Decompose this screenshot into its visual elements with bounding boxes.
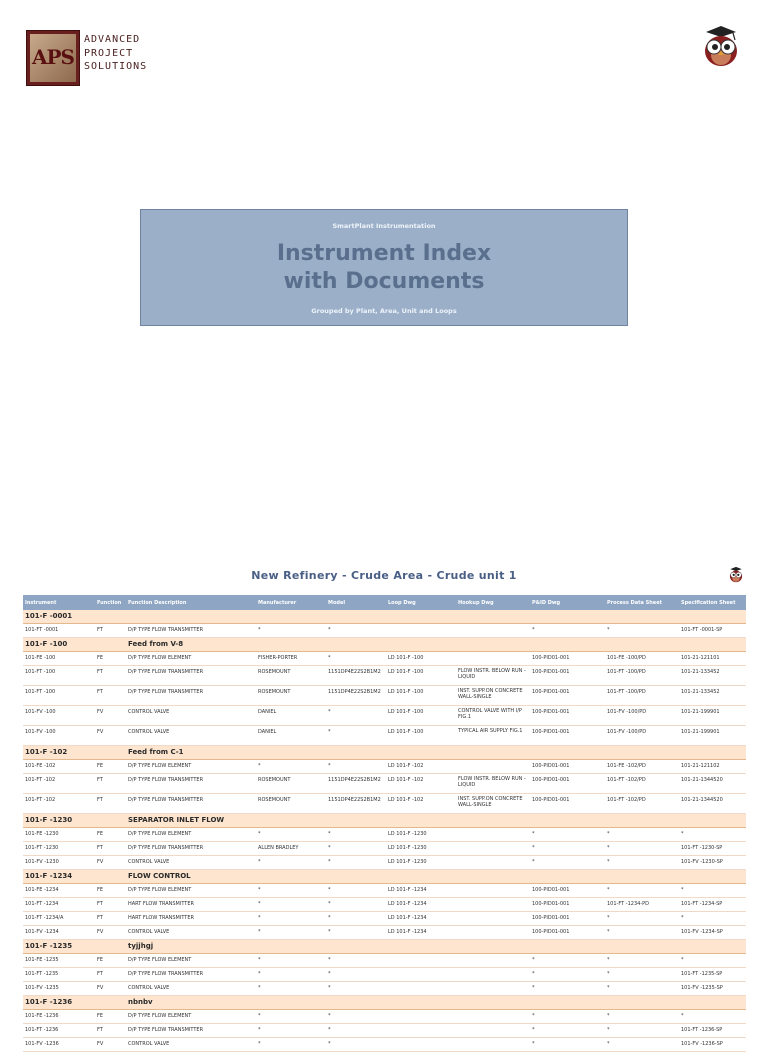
manufacturer-cell: * — [256, 884, 326, 898]
hookup-dwg-cell — [456, 982, 530, 996]
loop-description: tyjjhgj — [126, 940, 746, 954]
process-data-sheet-cell: * — [605, 968, 679, 982]
cover-title-line-2: with Documents — [283, 269, 485, 294]
function-code-cell: FT — [95, 842, 126, 856]
function-code-cell: FE — [95, 828, 126, 842]
loop-group-row — [23, 996, 746, 1010]
function-code-cell: FT — [95, 774, 126, 794]
process-data-sheet-cell: 101-FT -100/PD — [605, 686, 679, 706]
process-data-sheet-cell: * — [605, 828, 679, 842]
function-description-cell: CONTROL VALVE — [126, 982, 256, 996]
instrument-tag-cell: 101-FT -0001 — [23, 624, 95, 638]
function-code-cell: FV — [95, 726, 126, 746]
hookup-dwg-cell: TYPICAL AIR SUPPLY FIG.1 — [456, 726, 530, 746]
instrument-tag-cell: 101-FV -1236 — [23, 1038, 95, 1052]
specification-sheet-cell: * — [679, 884, 746, 898]
table-row — [23, 706, 746, 726]
table-row — [23, 1010, 746, 1024]
model-cell: 1151DP4E22S2B1M2 — [326, 686, 386, 706]
process-data-sheet-cell: * — [605, 912, 679, 926]
manufacturer-cell: * — [256, 912, 326, 926]
pid-dwg-cell: * — [530, 842, 605, 856]
pid-dwg-cell: * — [530, 856, 605, 870]
loop-description: nbnbv — [126, 996, 746, 1010]
manufacturer-cell: * — [256, 954, 326, 968]
instrument-tag-cell: 101-FE -1235 — [23, 954, 95, 968]
process-data-sheet-cell: * — [605, 856, 679, 870]
process-data-sheet-cell: * — [605, 982, 679, 996]
manufacturer-cell: DANIEL — [256, 726, 326, 746]
specification-sheet-cell: 101-21-121101 — [679, 652, 746, 666]
function-description-cell: D/P TYPE FLOW ELEMENT — [126, 884, 256, 898]
table-row — [23, 884, 746, 898]
loop-dwg-cell: LD 101-F -102 — [386, 774, 456, 794]
loop-dwg-cell: LD 101-F -100 — [386, 706, 456, 726]
pid-dwg-cell: * — [530, 954, 605, 968]
specification-sheet-cell: 101-FT -1234-SP — [679, 898, 746, 912]
table-header-row — [23, 595, 746, 610]
manufacturer-cell: * — [256, 898, 326, 912]
table-row — [23, 624, 746, 638]
pid-dwg-cell: 100-PID01-001 — [530, 794, 605, 814]
table-row — [23, 666, 746, 686]
function-description-cell: CONTROL VALVE — [126, 1038, 256, 1052]
specification-sheet-cell: 101-FV -1236-SP — [679, 1038, 746, 1052]
model-cell: * — [326, 842, 386, 856]
process-data-sheet-cell: 101-FV -100/PD — [605, 726, 679, 746]
instrument-index-table — [23, 595, 746, 1052]
loop-dwg-cell: LD 101-F -102 — [386, 760, 456, 774]
instrument-tag-cell: 101-FT -1235 — [23, 968, 95, 982]
specification-sheet-cell: * — [679, 1010, 746, 1024]
pid-dwg-cell: 100-PID01-001 — [530, 760, 605, 774]
model-cell: * — [326, 884, 386, 898]
cover-caption: Grouped by Plant, Area, Unit and Loops — [311, 307, 457, 315]
table-row — [23, 652, 746, 666]
function-code-cell: FE — [95, 1010, 126, 1024]
loop-dwg-cell: LD 101-F -1234 — [386, 912, 456, 926]
column-header-manufacturer: Manufacturer — [256, 595, 326, 610]
instrument-tag-cell: 101-FT -102 — [23, 774, 95, 794]
cover-title-line-1: Instrument Index — [276, 241, 492, 266]
manufacturer-cell: * — [256, 1038, 326, 1052]
function-description-cell: CONTROL VALVE — [126, 706, 256, 726]
logo-line-2: PROJECT — [84, 47, 134, 59]
owl-mascot-icon — [700, 24, 742, 68]
model-cell: * — [326, 726, 386, 746]
specification-sheet-cell: 101-FT -1235-SP — [679, 968, 746, 982]
manufacturer-cell: * — [256, 828, 326, 842]
pid-dwg-cell: 100-PID01-001 — [530, 774, 605, 794]
process-data-sheet-cell: * — [605, 624, 679, 638]
loop-dwg-cell: LD 101-F -1230 — [386, 842, 456, 856]
table-row — [23, 856, 746, 870]
manufacturer-cell: ROSEMOUNT — [256, 686, 326, 706]
column-header-model: Model — [326, 595, 386, 610]
function-description-cell: D/P TYPE FLOW ELEMENT — [126, 760, 256, 774]
function-code-cell: FV — [95, 1038, 126, 1052]
hookup-dwg-cell — [456, 828, 530, 842]
process-data-sheet-cell: 101-FE -100/PD — [605, 652, 679, 666]
loop-dwg-cell: LD 101-F -1234 — [386, 898, 456, 912]
function-description-cell: D/P TYPE FLOW TRANSMITTER — [126, 774, 256, 794]
hookup-dwg-cell — [456, 898, 530, 912]
hookup-dwg-cell — [456, 856, 530, 870]
hookup-dwg-cell — [456, 1024, 530, 1038]
hookup-dwg-cell — [456, 842, 530, 856]
model-cell: * — [326, 982, 386, 996]
table-row — [23, 828, 746, 842]
instrument-tag-cell: 101-FT -1234 — [23, 898, 95, 912]
specification-sheet-cell: 101-FT -0001-SP — [679, 624, 746, 638]
instrument-tag-cell: 101-FE -102 — [23, 760, 95, 774]
process-data-sheet-cell: * — [605, 884, 679, 898]
logo-line-1: ADVANCED — [84, 34, 141, 45]
function-code-cell: FT — [95, 686, 126, 706]
loop-number: 101-F -1236 — [23, 996, 126, 1010]
model-cell: * — [326, 760, 386, 774]
column-header-loop-dwg: Loop Dwg — [386, 595, 456, 610]
specification-sheet-cell: 101-FT -1230-SP — [679, 842, 746, 856]
table-row — [23, 954, 746, 968]
hookup-dwg-cell: INST. SUPP.ON CONCRETE WALL-SINGLE — [456, 794, 530, 814]
manufacturer-cell: * — [256, 926, 326, 940]
hookup-dwg-cell — [456, 912, 530, 926]
loop-number: 101-F -1234 — [23, 870, 126, 884]
function-description-cell: D/P TYPE FLOW ELEMENT — [126, 1010, 256, 1024]
hookup-dwg-cell — [456, 624, 530, 638]
loop-dwg-cell: LD 101-F -102 — [386, 794, 456, 814]
function-code-cell: FE — [95, 954, 126, 968]
process-data-sheet-cell: 101-FT -100/PD — [605, 666, 679, 686]
loop-number: 101-F -1230 — [23, 814, 126, 828]
loop-dwg-cell: LD 101-F -1234 — [386, 926, 456, 940]
hookup-dwg-cell: INST. SUPP.ON CONCRETE WALL-SINGLE — [456, 686, 530, 706]
function-code-cell: FT — [95, 794, 126, 814]
pid-dwg-cell: * — [530, 982, 605, 996]
pid-dwg-cell: 100-PID01-001 — [530, 912, 605, 926]
instrument-tag-cell: 101-FT -1230 — [23, 842, 95, 856]
specification-sheet-cell: 101-21-199901 — [679, 706, 746, 726]
model-cell: 1151DP4E22S2B1M2 — [326, 666, 386, 686]
instrument-tag-cell: 101-FV -100 — [23, 706, 95, 726]
loop-group-row — [23, 610, 746, 624]
model-cell: * — [326, 706, 386, 726]
function-description-cell: D/P TYPE FLOW ELEMENT — [126, 652, 256, 666]
specification-sheet-cell: 101-21-133452 — [679, 666, 746, 686]
instrument-tag-cell: 101-FT -1234/A — [23, 912, 95, 926]
function-description-cell: CONTROL VALVE — [126, 856, 256, 870]
model-cell: * — [326, 898, 386, 912]
function-description-cell: D/P TYPE FLOW ELEMENT — [126, 828, 256, 842]
pid-dwg-cell: 100-PID01-001 — [530, 652, 605, 666]
specification-sheet-cell: 101-FT -1236-SP — [679, 1024, 746, 1038]
function-code-cell: FE — [95, 760, 126, 774]
manufacturer-cell: * — [256, 968, 326, 982]
aps-logo-badge — [26, 30, 80, 86]
pid-dwg-cell: 100-PID01-001 — [530, 926, 605, 940]
model-cell: * — [326, 1038, 386, 1052]
table-row — [23, 842, 746, 856]
hookup-dwg-cell — [456, 1010, 530, 1024]
table-row — [23, 774, 746, 794]
function-code-cell: FV — [95, 706, 126, 726]
manufacturer-cell: * — [256, 624, 326, 638]
manufacturer-cell: ROSEMOUNT — [256, 794, 326, 814]
model-cell: * — [326, 954, 386, 968]
instrument-tag-cell: 101-FT -102 — [23, 794, 95, 814]
model-cell: * — [326, 1024, 386, 1038]
function-description-cell: D/P TYPE FLOW TRANSMITTER — [126, 968, 256, 982]
function-code-cell: FT — [95, 1024, 126, 1038]
pid-dwg-cell: 100-PID01-001 — [530, 666, 605, 686]
column-header-hookup-dwg: Hookup Dwg — [456, 595, 530, 610]
loop-description: FLOW CONTROL — [126, 870, 746, 884]
instrument-tag-cell: 101-FV -1230 — [23, 856, 95, 870]
function-description-cell: D/P TYPE FLOW TRANSMITTER — [126, 1024, 256, 1038]
loop-description — [126, 610, 746, 624]
pid-dwg-cell: 100-PID01-001 — [530, 726, 605, 746]
loop-number: 101-F -100 — [23, 638, 126, 652]
process-data-sheet-cell: 101-FT -1234-PD — [605, 898, 679, 912]
model-cell: 1151DP4E22S2B1M2 — [326, 794, 386, 814]
specification-sheet-cell: * — [679, 912, 746, 926]
model-cell: * — [326, 652, 386, 666]
function-code-cell: FT — [95, 624, 126, 638]
process-data-sheet-cell: 101-FT -102/PD — [605, 774, 679, 794]
cover-subtitle: SmartPlant Instrumentation — [332, 222, 436, 230]
function-description-cell: D/P TYPE FLOW TRANSMITTER — [126, 666, 256, 686]
loop-dwg-cell: LD 101-F -100 — [386, 726, 456, 746]
hookup-dwg-cell — [456, 884, 530, 898]
column-header-specification-sheet: Specification Sheet — [679, 595, 746, 610]
model-cell: * — [326, 1010, 386, 1024]
process-data-sheet-cell: * — [605, 954, 679, 968]
model-cell: * — [326, 828, 386, 842]
manufacturer-cell: FISHER-PORTER — [256, 652, 326, 666]
model-cell: * — [326, 912, 386, 926]
loop-dwg-cell — [386, 1038, 456, 1052]
model-cell: * — [326, 856, 386, 870]
process-data-sheet-cell: * — [605, 842, 679, 856]
model-cell: * — [326, 926, 386, 940]
loop-group-row — [23, 870, 746, 884]
table-row — [23, 1024, 746, 1038]
instrument-tag-cell: 101-FV -1234 — [23, 926, 95, 940]
instrument-tag-cell: 101-FE -1234 — [23, 884, 95, 898]
report-title: New Refinery - Crude Area - Crude unit 1 — [251, 569, 517, 582]
instrument-tag-cell: 101-FE -100 — [23, 652, 95, 666]
hookup-dwg-cell: FLOW INSTR. BELOW RUN - LIQUID — [456, 666, 530, 686]
aps-logo-wordmark — [84, 33, 147, 74]
function-code-cell: FV — [95, 926, 126, 940]
loop-dwg-cell — [386, 1024, 456, 1038]
column-header-instrument: Instrument — [23, 595, 95, 610]
manufacturer-cell: ROSEMOUNT — [256, 666, 326, 686]
specification-sheet-cell: 101-21-199901 — [679, 726, 746, 746]
function-code-cell: FT — [95, 912, 126, 926]
pid-dwg-cell: * — [530, 828, 605, 842]
specification-sheet-cell: 101-21-121102 — [679, 760, 746, 774]
loop-description: Feed from V-8 — [126, 638, 746, 652]
loop-dwg-cell: LD 101-F -1234 — [386, 884, 456, 898]
function-description-cell: HART FLOW TRANSMITTER — [126, 898, 256, 912]
loop-dwg-cell: LD 101-F -1230 — [386, 856, 456, 870]
table-row — [23, 794, 746, 814]
manufacturer-cell: * — [256, 760, 326, 774]
specification-sheet-cell: 101-FV -1235-SP — [679, 982, 746, 996]
specification-sheet-cell: * — [679, 954, 746, 968]
function-description-cell: D/P TYPE FLOW TRANSMITTER — [126, 842, 256, 856]
function-code-cell: FV — [95, 982, 126, 996]
table-row — [23, 912, 746, 926]
hookup-dwg-cell — [456, 1038, 530, 1052]
instrument-tag-cell: 101-FT -100 — [23, 666, 95, 686]
instrument-tag-cell: 101-FT -100 — [23, 686, 95, 706]
process-data-sheet-cell: * — [605, 1038, 679, 1052]
table-row — [23, 1038, 746, 1052]
hookup-dwg-cell: CONTROL VALVE WITH I/P FIG.1 — [456, 706, 530, 726]
specification-sheet-cell: 101-FV -1234-SP — [679, 926, 746, 940]
owl-small-icon — [728, 566, 744, 583]
pid-dwg-cell: * — [530, 1010, 605, 1024]
hookup-dwg-cell — [456, 760, 530, 774]
model-cell: 1151DP4E22S2B1M2 — [326, 774, 386, 794]
loop-description: Feed from C-1 — [126, 746, 746, 760]
function-description-cell: D/P TYPE FLOW TRANSMITTER — [126, 624, 256, 638]
column-header-function: Function — [95, 595, 126, 610]
loop-group-row — [23, 940, 746, 954]
specification-sheet-cell: 101-21-133452 — [679, 686, 746, 706]
pid-dwg-cell: * — [530, 1024, 605, 1038]
table-row — [23, 982, 746, 996]
instrument-tag-cell: 101-FT -1236 — [23, 1024, 95, 1038]
cover-panel — [140, 209, 628, 326]
manufacturer-cell: ROSEMOUNT — [256, 774, 326, 794]
loop-dwg-cell — [386, 954, 456, 968]
aps-logo — [26, 30, 148, 86]
loop-number: 101-F -102 — [23, 746, 126, 760]
loop-dwg-cell — [386, 1010, 456, 1024]
specification-sheet-cell: 101-21-1344520 — [679, 774, 746, 794]
manufacturer-cell: * — [256, 856, 326, 870]
cover-title — [141, 240, 627, 296]
function-code-cell: FT — [95, 898, 126, 912]
function-code-cell: FE — [95, 652, 126, 666]
loop-number: 101-F -0001 — [23, 610, 126, 624]
hookup-dwg-cell — [456, 926, 530, 940]
function-code-cell: FT — [95, 968, 126, 982]
aps-logo-badge-text: APS — [32, 45, 74, 69]
table-row — [23, 968, 746, 982]
pid-dwg-cell: 100-PID01-001 — [530, 898, 605, 912]
pid-dwg-cell: * — [530, 968, 605, 982]
manufacturer-cell: * — [256, 982, 326, 996]
logo-line-3: SOLUTIONS — [84, 61, 148, 72]
function-description-cell: CONTROL VALVE — [126, 726, 256, 746]
function-description-cell: HART FLOW TRANSMITTER — [126, 912, 256, 926]
specification-sheet-cell: * — [679, 828, 746, 842]
column-header-process-data-sheet: Process Data Sheet — [605, 595, 679, 610]
loop-group-row — [23, 638, 746, 652]
function-description-cell: D/P TYPE FLOW TRANSMITTER — [126, 686, 256, 706]
model-cell: * — [326, 624, 386, 638]
process-data-sheet-cell: 101-FV -100/PD — [605, 706, 679, 726]
table-row — [23, 898, 746, 912]
pid-dwg-cell: * — [530, 624, 605, 638]
loop-dwg-cell: LD 101-F -100 — [386, 652, 456, 666]
pid-dwg-cell: * — [530, 1038, 605, 1052]
function-description-cell: D/P TYPE FLOW ELEMENT — [126, 954, 256, 968]
loop-dwg-cell — [386, 624, 456, 638]
loop-group-row — [23, 746, 746, 760]
process-data-sheet-cell: 101-FT -102/PD — [605, 794, 679, 814]
pid-dwg-cell: 100-PID01-001 — [530, 686, 605, 706]
loop-dwg-cell: LD 101-F -100 — [386, 666, 456, 686]
manufacturer-cell: ALLEN BRADLEY — [256, 842, 326, 856]
manufacturer-cell: DANIEL — [256, 706, 326, 726]
hookup-dwg-cell — [456, 954, 530, 968]
column-header-pid-dwg: P&ID Dwg — [530, 595, 605, 610]
specification-sheet-cell: 101-21-1344520 — [679, 794, 746, 814]
model-cell: * — [326, 968, 386, 982]
table-body — [23, 610, 746, 1052]
instrument-tag-cell: 101-FE -1230 — [23, 828, 95, 842]
process-data-sheet-cell: * — [605, 1024, 679, 1038]
function-description-cell: CONTROL VALVE — [126, 926, 256, 940]
instrument-tag-cell: 101-FV -100 — [23, 726, 95, 746]
manufacturer-cell: * — [256, 1010, 326, 1024]
loop-dwg-cell — [386, 982, 456, 996]
pid-dwg-cell: 100-PID01-001 — [530, 884, 605, 898]
loop-description: SEPARATOR INLET FLOW — [126, 814, 746, 828]
pid-dwg-cell: 100-PID01-001 — [530, 706, 605, 726]
function-description-cell: D/P TYPE FLOW TRANSMITTER — [126, 794, 256, 814]
table-row — [23, 926, 746, 940]
loop-dwg-cell: LD 101-F -100 — [386, 686, 456, 706]
table-row — [23, 726, 746, 746]
column-header-function-description: Function Description — [126, 595, 256, 610]
loop-number: 101-F -1235 — [23, 940, 126, 954]
specification-sheet-cell: 101-FV -1230-SP — [679, 856, 746, 870]
loop-dwg-cell: LD 101-F -1230 — [386, 828, 456, 842]
instrument-tag-cell: 101-FE -1236 — [23, 1010, 95, 1024]
hookup-dwg-cell: FLOW INSTR. BELOW RUN - LIQUID — [456, 774, 530, 794]
instrument-tag-cell: 101-FV -1235 — [23, 982, 95, 996]
loop-group-row — [23, 814, 746, 828]
table-row — [23, 760, 746, 774]
manufacturer-cell: * — [256, 1024, 326, 1038]
function-code-cell: FT — [95, 666, 126, 686]
process-data-sheet-cell: * — [605, 926, 679, 940]
function-code-cell: FE — [95, 884, 126, 898]
hookup-dwg-cell — [456, 652, 530, 666]
loop-dwg-cell — [386, 968, 456, 982]
hookup-dwg-cell — [456, 968, 530, 982]
function-code-cell: FV — [95, 856, 126, 870]
process-data-sheet-cell: * — [605, 1010, 679, 1024]
table-row — [23, 686, 746, 706]
process-data-sheet-cell: 101-FE -102/PD — [605, 760, 679, 774]
